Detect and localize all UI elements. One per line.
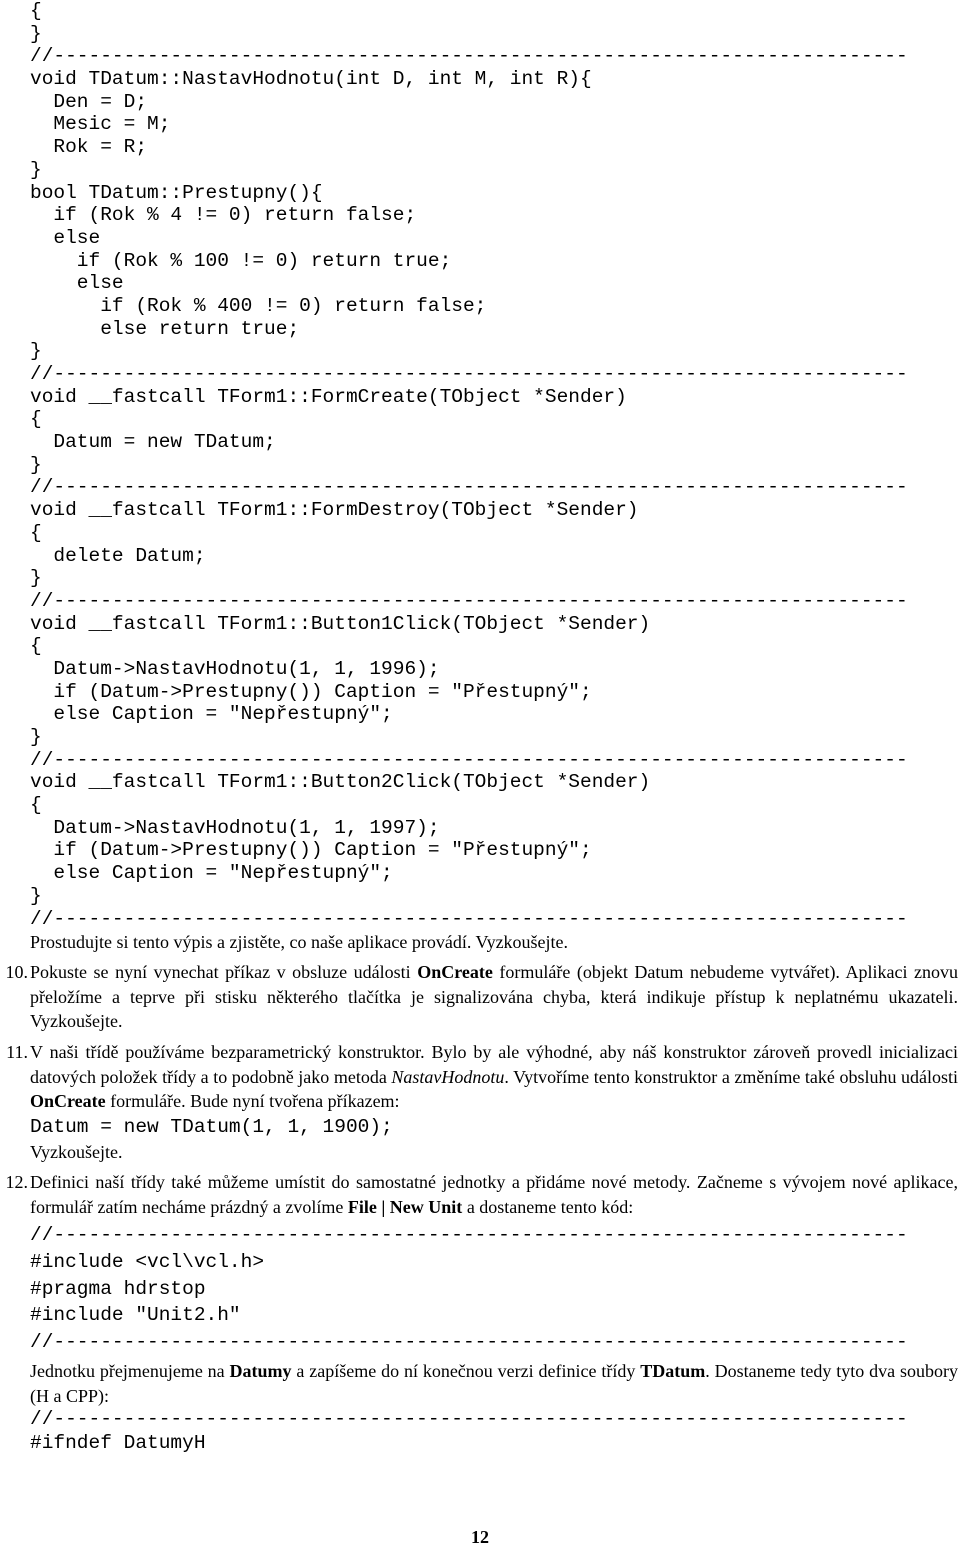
- code-line: }: [30, 453, 42, 476]
- code-line: //-------------------------------------------------------------------------: [30, 589, 908, 612]
- code-line: Mesic = M;: [30, 113, 171, 136]
- code-line: Datum->NastavHodnotu(1, 1, 1997);: [30, 816, 440, 839]
- code-line: Datum->NastavHodnotu(1, 1, 1996);: [30, 657, 440, 680]
- code-line: Datum = new TDatum;: [30, 431, 276, 454]
- code-line: //-------------------------------------------------------------------------: [30, 1224, 908, 1246]
- code-line: void __fastcall TForm1::FormDestroy(TObject *Sender): [30, 499, 639, 522]
- item-body: V naši třídě používáme bezparametrický konstruktor. Bylo by ale výhodné, aby náš konstruktor zároveň provedl inicializaci datových položek třídy a to podobně jako metoda NastavHodnotu. Vytvoříme tento konstruktor a změníme také obsluhu události OnCreate formuláře. Bude nyní tvořena příkazem: Datum = new TDatum(1, 1, 1900); Vyzkoušejte.: [30, 1040, 958, 1165]
- code-line: else: [30, 272, 124, 295]
- code-line: #pragma hdrstop: [30, 1277, 206, 1300]
- code-line: //-------------------------------------------------------------------------: [30, 45, 908, 68]
- code-line: if (Datum->Prestupny()) Caption = "Přestupný";: [30, 839, 592, 862]
- code-line: else Caption = "Nepřestupný";: [30, 862, 393, 885]
- instruction-paragraph: Prostudujte si tento výpis a zjistěte, co naše aplikace provádí. Vyzkoušejte.: [30, 932, 569, 952]
- code-line: if (Rok % 4 != 0) return false;: [30, 204, 417, 227]
- code-line: {: [30, 521, 42, 544]
- item-number: 12.: [5, 1172, 28, 1192]
- code-line: void TDatum::NastavHodnotu(int D, int M, int R){: [30, 68, 592, 91]
- list-item-11: [0, 1040, 958, 1165]
- code-listing-header: [30, 1408, 908, 1455]
- code-line: {: [30, 408, 42, 431]
- code-listing-main: [30, 0, 908, 930]
- code-line: //-------------------------------------------------------------------------: [30, 363, 908, 385]
- code-line: }: [30, 726, 42, 748]
- code-line: void __fastcall TForm1::Button2Click(TObject *Sender): [30, 771, 651, 794]
- code-line: //-------------------------------------------------------------------------: [30, 907, 908, 930]
- code-line: else Caption = "Nepřestupný";: [30, 703, 393, 726]
- code-line: }: [30, 340, 42, 363]
- list-item-12: [0, 1170, 958, 1219]
- item-body: Definici naší třídy také můžeme umístit do samostatné jednotky a přidáme nové metody. Začneme s vývojem nové aplikace, formulář zatím necháme prázdný a zvolíme File | New Unit a dostaneme tento kód:: [30, 1172, 958, 1217]
- code-line: {: [30, 794, 42, 817]
- code-line: {: [30, 0, 42, 22]
- code-line: }: [30, 884, 42, 907]
- item-number: 10.: [5, 962, 28, 982]
- code-line: //-------------------------------------------------------------------------: [30, 1408, 908, 1430]
- code-line: void __fastcall TForm1::Button1Click(TObject *Sender): [30, 612, 651, 635]
- item-number: 11.: [6, 1042, 28, 1062]
- code-line: if (Datum->Prestupny()) Caption = "Přestupný";: [30, 680, 592, 703]
- code-line: //-------------------------------------------------------------------------: [30, 1331, 908, 1354]
- list-item-10: [0, 960, 958, 1034]
- constructor-code-line: Datum = new TDatum(1, 1, 1900);: [30, 1116, 393, 1139]
- code-line: }: [30, 158, 42, 181]
- code-line: if (Rok % 400 != 0) return false;: [30, 294, 487, 317]
- code-line: void __fastcall TForm1::FormCreate(TObject *Sender): [30, 385, 627, 408]
- code-line: }: [30, 22, 42, 45]
- code-line: #include <vcl\vcl.h>: [30, 1250, 265, 1273]
- item-body: Pokuste se nyní vynechat příkaz v obsluze události OnCreate formuláře (objekt Datum nebudeme vytvářet). Aplikaci znovu přeložíme a teprve při stisku některého tlačítka je signalizována chyba, která indikuje přístup k neplatnému ukazateli. Vyzkoušejte.: [30, 962, 958, 1032]
- rename-paragraph: Jednotku přejmenujeme na Datumy a zapíšeme do ní konečnou verzi definice třídy TDatum. Dostaneme tedy tyto dva soubory (H a CPP):: [30, 1361, 958, 1406]
- page-number: 12: [471, 1527, 489, 1547]
- code-line: }: [30, 567, 42, 590]
- code-line: Den = D;: [30, 90, 148, 113]
- code-line: //-------------------------------------------------------------------------: [30, 476, 908, 499]
- code-listing-unit: [30, 1222, 908, 1356]
- code-line: #ifndef DatumyH: [30, 1431, 206, 1454]
- code-line: bool TDatum::Prestupny(){: [30, 181, 323, 204]
- code-line: else return true;: [30, 317, 300, 340]
- code-line: #include "Unit2.h": [30, 1304, 241, 1327]
- code-line: if (Rok % 100 != 0) return true;: [30, 249, 452, 272]
- try-it-text: Vyzkoušejte.: [30, 1142, 123, 1163]
- code-line: Rok = R;: [30, 136, 148, 159]
- code-line: {: [30, 635, 42, 658]
- code-line: else: [30, 226, 101, 249]
- code-line: //-------------------------------------------------------------------------: [30, 748, 908, 771]
- code-line: delete Datum;: [30, 544, 206, 567]
